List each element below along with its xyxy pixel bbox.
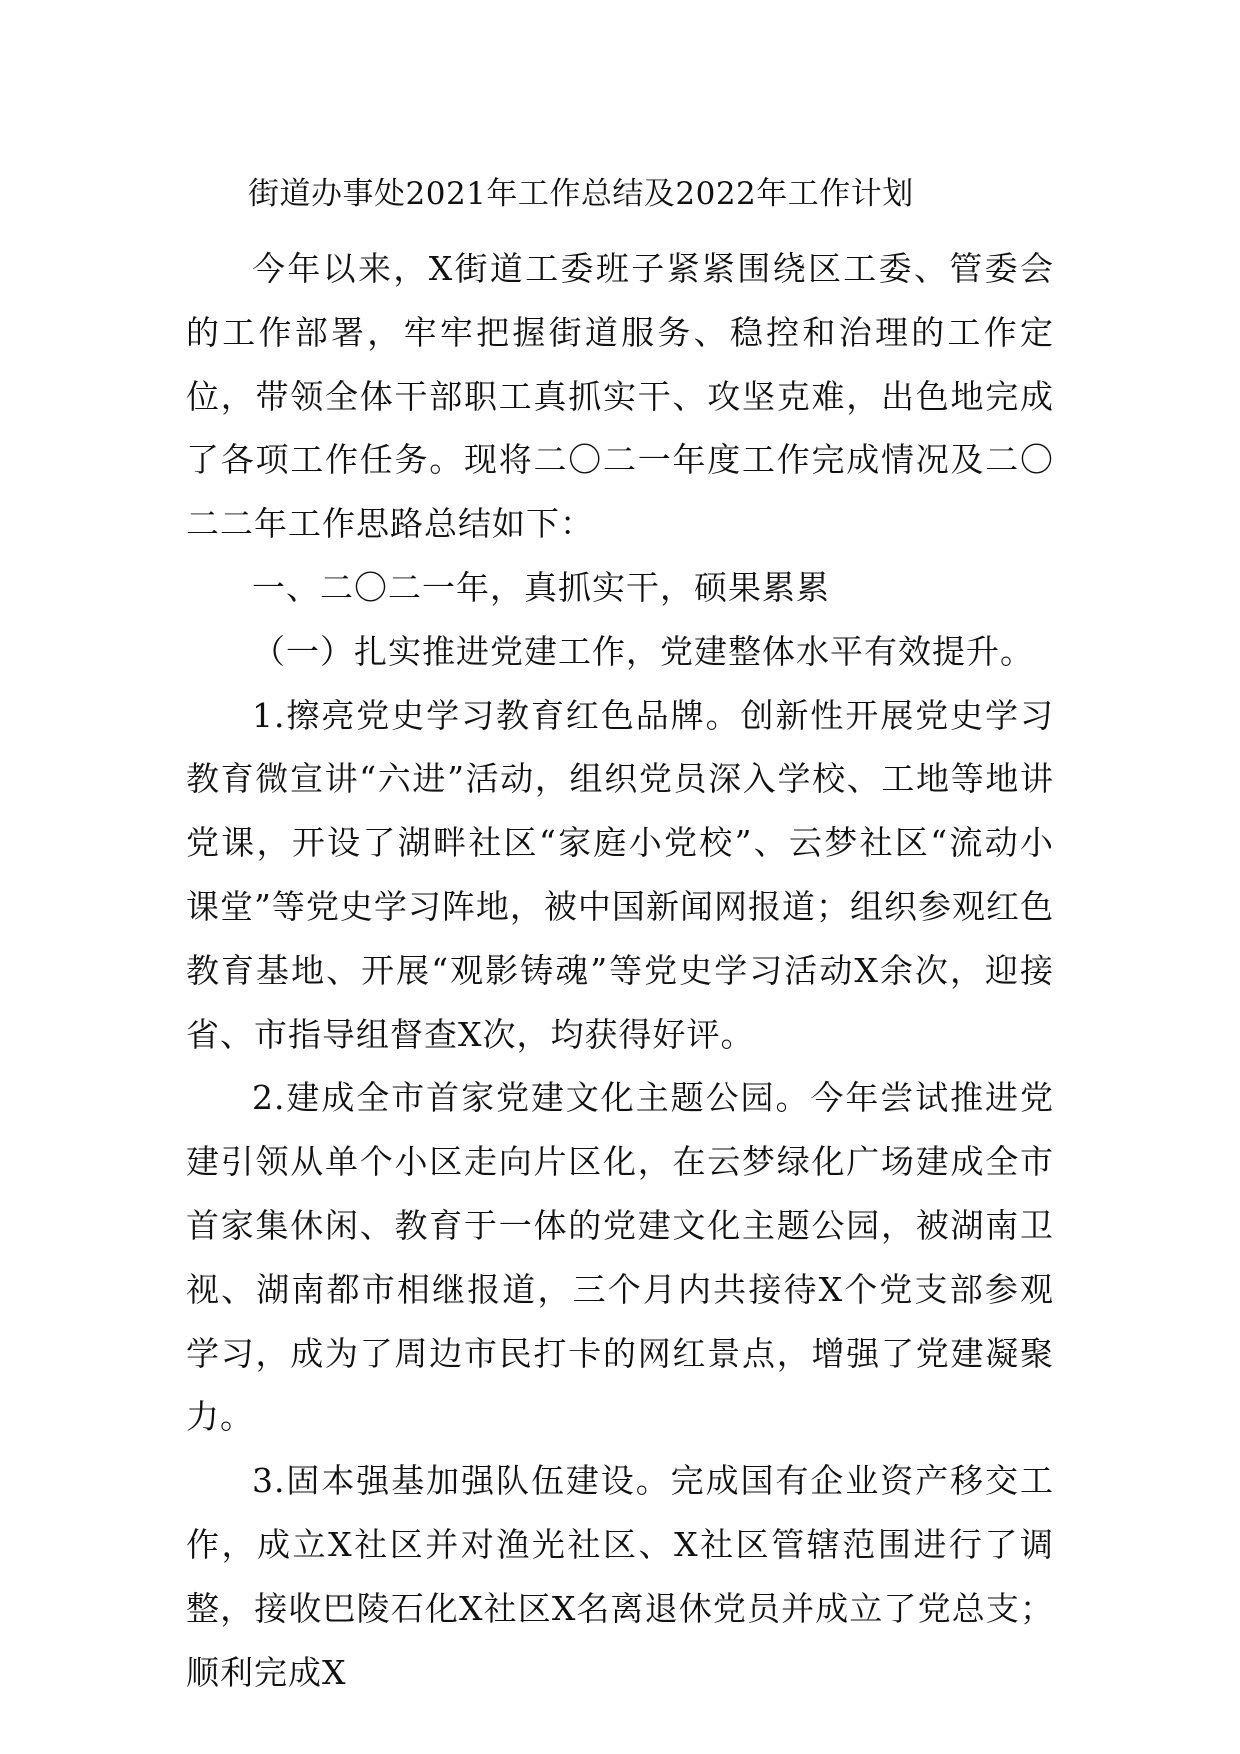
- body-paragraph-1: 1.擦亮党史学习教育红色品牌。创新性开展党史学习教育微宣讲“六进”活动，组织党员深入学校、工地等地讲党课，开设了湖畔社区“家庭小党校”、云梦社区“流动小课堂”等党史学习阵地，被中国新闻网报道；组织参观红色教育基地、开展“观影铸魂”等党史学习活动X余次，迎接省、市指导组督查X次，均获得好评。: [186, 695, 1054, 1054]
- section-heading: 一、二〇二一年，真抓实干，硕果累累: [252, 567, 830, 607]
- body-paragraph-2: 2.建成全市首家党建文化主题公园。今年尝试推进党建引领从单个小区走向片区化，在云梦绿化广场建成全市首家集休闲、教育于一体的党建文化主题公园，被湖南卫视、湖南都市相继报道，三个月内共接待X个党支部参观学习，成为了周边市民打卡的网红景点，增强了党建凝聚力。: [186, 1078, 1054, 1437]
- document-title: 街道办事处2021年工作总结及2022年工作计划: [248, 176, 914, 212]
- intro-paragraph: 今年以来，X街道工委班子紧紧围绕区工委、管委会的工作部署，牢牢把握街道服务、稳控和治理的工作定位，带领全体干部职工真抓实干、攻坚克难，出色地完成了各项工作任务。现将二〇二一年度工作完成情况及二〇二二年工作思路总结如下：: [186, 249, 1054, 544]
- body-paragraph-3: 3.固本强基加强队伍建设。完成国有企业资产移交工作，成立X社区并对渔光社区、X社区管辖范围进行了调整，接收巴陵石化X社区X名离退休党员并成立了党总支；顺利完成X: [186, 1461, 1054, 1692]
- subsection-heading: （一）扎实推进党建工作，党建整体水平有效提升。: [252, 631, 1034, 671]
- document-body: [186, 237, 1054, 1704]
